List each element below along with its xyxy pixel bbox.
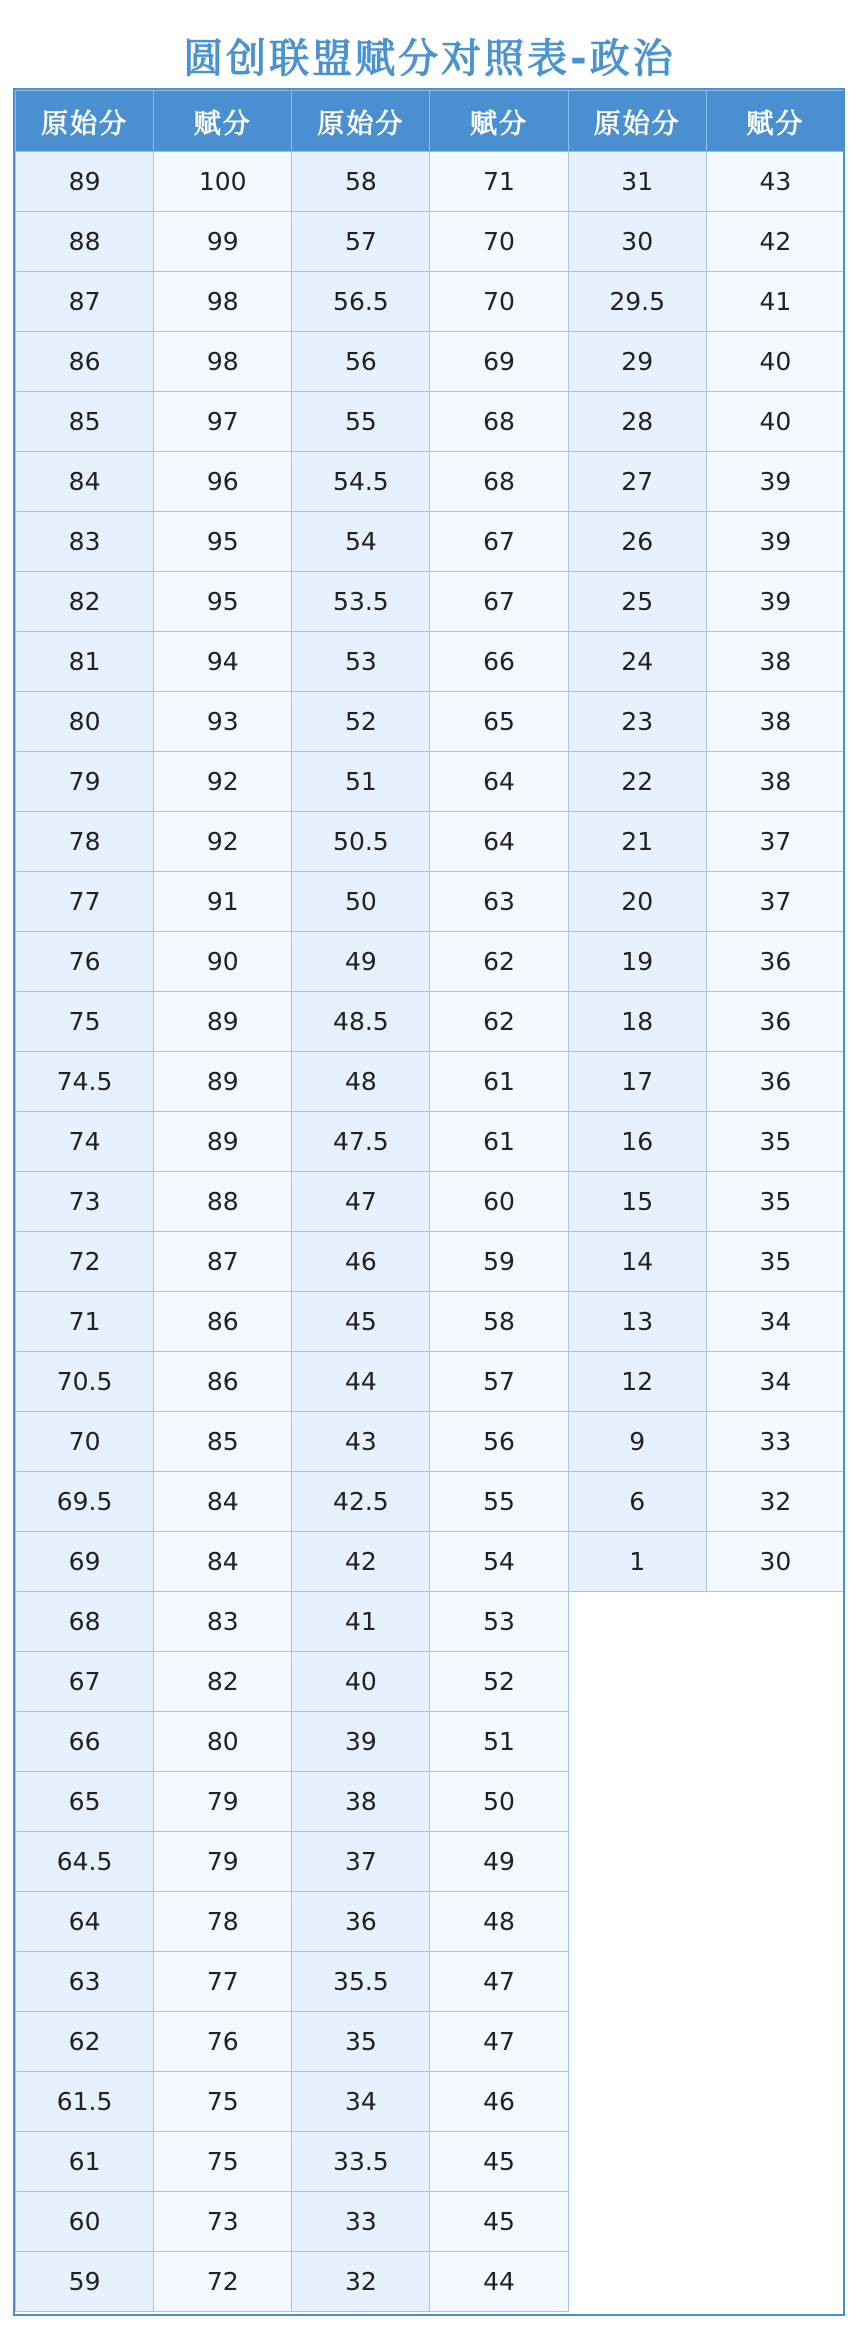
raw-score-cell: 36 bbox=[292, 1892, 430, 1952]
raw-score-cell: 33.5 bbox=[292, 2132, 430, 2192]
header-raw-score: 原始分 bbox=[568, 91, 706, 152]
raw-score-cell: 20 bbox=[568, 872, 706, 932]
raw-score-cell: 63 bbox=[16, 1952, 154, 2012]
assigned-score-cell: 79 bbox=[154, 1772, 292, 1832]
table-body bbox=[16, 152, 845, 2312]
assigned-score-cell: 62 bbox=[430, 992, 568, 1052]
table-row bbox=[16, 152, 845, 212]
raw-score-cell: 72 bbox=[16, 1232, 154, 1292]
assigned-score-cell: 67 bbox=[430, 572, 568, 632]
raw-score-cell: 83 bbox=[16, 512, 154, 572]
raw-score-cell: 51 bbox=[292, 752, 430, 812]
raw-score-cell: 34 bbox=[292, 2072, 430, 2132]
header-assigned-score: 赋分 bbox=[430, 91, 568, 152]
raw-score-cell: 22 bbox=[568, 752, 706, 812]
assigned-score-cell: 30 bbox=[706, 1532, 844, 1592]
table-row bbox=[16, 1832, 845, 1892]
assigned-score-cell: 68 bbox=[430, 452, 568, 512]
raw-score-cell: 47 bbox=[292, 1172, 430, 1232]
assigned-score-cell: 77 bbox=[154, 1952, 292, 2012]
empty-cell bbox=[706, 1832, 844, 1892]
assigned-score-cell: 36 bbox=[706, 992, 844, 1052]
raw-score-cell: 46 bbox=[292, 1232, 430, 1292]
assigned-score-cell: 44 bbox=[430, 2252, 568, 2312]
table-row bbox=[16, 2252, 845, 2312]
raw-score-cell: 54.5 bbox=[292, 452, 430, 512]
table-row bbox=[16, 1292, 845, 1352]
raw-score-cell: 48 bbox=[292, 1052, 430, 1112]
raw-score-cell: 39 bbox=[292, 1712, 430, 1772]
table-row bbox=[16, 1952, 845, 2012]
assigned-score-cell: 49 bbox=[430, 1832, 568, 1892]
assigned-score-cell: 76 bbox=[154, 2012, 292, 2072]
raw-score-cell: 15 bbox=[568, 1172, 706, 1232]
raw-score-cell: 54 bbox=[292, 512, 430, 572]
assigned-score-cell: 78 bbox=[154, 1892, 292, 1952]
raw-score-cell: 27 bbox=[568, 452, 706, 512]
raw-score-cell: 71 bbox=[16, 1292, 154, 1352]
raw-score-cell: 74 bbox=[16, 1112, 154, 1172]
assigned-score-cell: 42 bbox=[706, 212, 844, 272]
raw-score-cell: 41 bbox=[292, 1592, 430, 1652]
raw-score-cell: 82 bbox=[16, 572, 154, 632]
assigned-score-cell: 80 bbox=[154, 1712, 292, 1772]
table-row bbox=[16, 1532, 845, 1592]
table-row bbox=[16, 272, 845, 332]
raw-score-cell: 47.5 bbox=[292, 1112, 430, 1172]
table-row bbox=[16, 2072, 845, 2132]
assigned-score-cell: 32 bbox=[706, 1472, 844, 1532]
raw-score-cell: 14 bbox=[568, 1232, 706, 1292]
assigned-score-cell: 40 bbox=[706, 332, 844, 392]
raw-score-cell: 68 bbox=[16, 1592, 154, 1652]
raw-score-cell: 49 bbox=[292, 932, 430, 992]
assigned-score-cell: 54 bbox=[430, 1532, 568, 1592]
assigned-score-cell: 86 bbox=[154, 1292, 292, 1352]
raw-score-cell: 31 bbox=[568, 152, 706, 212]
empty-cell bbox=[568, 2012, 706, 2072]
table-row bbox=[16, 932, 845, 992]
table-row bbox=[16, 872, 845, 932]
assigned-score-cell: 64 bbox=[430, 752, 568, 812]
raw-score-cell: 88 bbox=[16, 212, 154, 272]
table-row bbox=[16, 1232, 845, 1292]
assigned-score-cell: 35 bbox=[706, 1172, 844, 1232]
raw-score-cell: 84 bbox=[16, 452, 154, 512]
raw-score-cell: 30 bbox=[568, 212, 706, 272]
empty-cell bbox=[568, 1592, 706, 1652]
assigned-score-cell: 84 bbox=[154, 1472, 292, 1532]
table-row bbox=[16, 212, 845, 272]
assigned-score-cell: 45 bbox=[430, 2192, 568, 2252]
empty-cell bbox=[706, 1652, 844, 1712]
assigned-score-cell: 61 bbox=[430, 1052, 568, 1112]
empty-cell bbox=[568, 2252, 706, 2312]
raw-score-cell: 16 bbox=[568, 1112, 706, 1172]
assigned-score-cell: 38 bbox=[706, 632, 844, 692]
empty-cell bbox=[706, 2012, 844, 2072]
raw-score-cell: 6 bbox=[568, 1472, 706, 1532]
assigned-score-cell: 50 bbox=[430, 1772, 568, 1832]
empty-cell bbox=[568, 1832, 706, 1892]
raw-score-cell: 77 bbox=[16, 872, 154, 932]
raw-score-cell: 59 bbox=[16, 2252, 154, 2312]
table-row bbox=[16, 1592, 845, 1652]
header-raw-score: 原始分 bbox=[292, 91, 430, 152]
raw-score-cell: 35.5 bbox=[292, 1952, 430, 2012]
assigned-score-cell: 90 bbox=[154, 932, 292, 992]
assigned-score-cell: 64 bbox=[430, 812, 568, 872]
assigned-score-cell: 59 bbox=[430, 1232, 568, 1292]
assigned-score-cell: 63 bbox=[430, 872, 568, 932]
table-row bbox=[16, 1352, 845, 1412]
empty-cell bbox=[706, 1592, 844, 1652]
assigned-score-cell: 99 bbox=[154, 212, 292, 272]
raw-score-cell: 56.5 bbox=[292, 272, 430, 332]
assigned-score-cell: 70 bbox=[430, 272, 568, 332]
table-row bbox=[16, 1652, 845, 1712]
assigned-score-cell: 69 bbox=[430, 332, 568, 392]
raw-score-cell: 60 bbox=[16, 2192, 154, 2252]
assigned-score-cell: 58 bbox=[430, 1292, 568, 1352]
assigned-score-cell: 94 bbox=[154, 632, 292, 692]
header-assigned-score: 赋分 bbox=[154, 91, 292, 152]
assigned-score-cell: 40 bbox=[706, 392, 844, 452]
raw-score-cell: 81 bbox=[16, 632, 154, 692]
assigned-score-cell: 45 bbox=[430, 2132, 568, 2192]
raw-score-cell: 70 bbox=[16, 1412, 154, 1472]
raw-score-cell: 9 bbox=[568, 1412, 706, 1472]
raw-score-cell: 29 bbox=[568, 332, 706, 392]
empty-cell bbox=[568, 1652, 706, 1712]
empty-cell bbox=[568, 1952, 706, 2012]
assigned-score-cell: 92 bbox=[154, 812, 292, 872]
assigned-score-cell: 52 bbox=[430, 1652, 568, 1712]
assigned-score-cell: 86 bbox=[154, 1352, 292, 1412]
raw-score-cell: 1 bbox=[568, 1532, 706, 1592]
assigned-score-cell: 100 bbox=[154, 152, 292, 212]
empty-cell bbox=[706, 1952, 844, 2012]
table-row bbox=[16, 992, 845, 1052]
raw-score-cell: 28 bbox=[568, 392, 706, 452]
assigned-score-cell: 75 bbox=[154, 2132, 292, 2192]
empty-cell bbox=[568, 1892, 706, 1952]
assigned-score-cell: 71 bbox=[430, 152, 568, 212]
table-row bbox=[16, 1472, 845, 1532]
assigned-score-cell: 97 bbox=[154, 392, 292, 452]
raw-score-cell: 64.5 bbox=[16, 1832, 154, 1892]
table-row bbox=[16, 1772, 845, 1832]
assigned-score-cell: 72 bbox=[154, 2252, 292, 2312]
assigned-score-cell: 37 bbox=[706, 812, 844, 872]
empty-cell bbox=[706, 2132, 844, 2192]
empty-cell bbox=[706, 1772, 844, 1832]
raw-score-cell: 33 bbox=[292, 2192, 430, 2252]
table-row bbox=[16, 1112, 845, 1172]
assigned-score-cell: 89 bbox=[154, 992, 292, 1052]
raw-score-cell: 53.5 bbox=[292, 572, 430, 632]
empty-cell bbox=[568, 1772, 706, 1832]
raw-score-cell: 18 bbox=[568, 992, 706, 1052]
assigned-score-cell: 38 bbox=[706, 692, 844, 752]
header-raw-score: 原始分 bbox=[16, 91, 154, 152]
assigned-score-cell: 84 bbox=[154, 1532, 292, 1592]
assigned-score-cell: 96 bbox=[154, 452, 292, 512]
assigned-score-cell: 95 bbox=[154, 512, 292, 572]
raw-score-cell: 44 bbox=[292, 1352, 430, 1412]
assigned-score-cell: 79 bbox=[154, 1832, 292, 1892]
raw-score-cell: 43 bbox=[292, 1412, 430, 1472]
assigned-score-cell: 83 bbox=[154, 1592, 292, 1652]
assigned-score-cell: 47 bbox=[430, 2012, 568, 2072]
assigned-score-cell: 55 bbox=[430, 1472, 568, 1532]
raw-score-cell: 19 bbox=[568, 932, 706, 992]
raw-score-cell: 50 bbox=[292, 872, 430, 932]
raw-score-cell: 85 bbox=[16, 392, 154, 452]
table-row bbox=[16, 392, 845, 452]
assigned-score-cell: 65 bbox=[430, 692, 568, 752]
assigned-score-cell: 53 bbox=[430, 1592, 568, 1652]
header-assigned-score: 赋分 bbox=[706, 91, 844, 152]
assigned-score-cell: 56 bbox=[430, 1412, 568, 1472]
raw-score-cell: 52 bbox=[292, 692, 430, 752]
raw-score-cell: 24 bbox=[568, 632, 706, 692]
score-conversion-table bbox=[15, 90, 845, 2312]
table-row bbox=[16, 1712, 845, 1772]
raw-score-cell: 58 bbox=[292, 152, 430, 212]
table-row bbox=[16, 2012, 845, 2072]
raw-score-cell: 26 bbox=[568, 512, 706, 572]
table-row bbox=[16, 752, 845, 812]
page-title: 圆创联盟赋分对照表-政治 bbox=[183, 35, 676, 82]
assigned-score-cell: 67 bbox=[430, 512, 568, 572]
raw-score-cell: 17 bbox=[568, 1052, 706, 1112]
assigned-score-cell: 98 bbox=[154, 332, 292, 392]
raw-score-cell: 73 bbox=[16, 1172, 154, 1232]
raw-score-cell: 48.5 bbox=[292, 992, 430, 1052]
assigned-score-cell: 66 bbox=[430, 632, 568, 692]
assigned-score-cell: 39 bbox=[706, 512, 844, 572]
raw-score-cell: 69 bbox=[16, 1532, 154, 1592]
table-row bbox=[16, 1052, 845, 1112]
raw-score-cell: 25 bbox=[568, 572, 706, 632]
empty-cell bbox=[706, 1892, 844, 1952]
raw-score-cell: 40 bbox=[292, 1652, 430, 1712]
assigned-score-cell: 38 bbox=[706, 752, 844, 812]
assigned-score-cell: 35 bbox=[706, 1232, 844, 1292]
assigned-score-cell: 35 bbox=[706, 1112, 844, 1172]
assigned-score-cell: 47 bbox=[430, 1952, 568, 2012]
assigned-score-cell: 93 bbox=[154, 692, 292, 752]
assigned-score-cell: 88 bbox=[154, 1172, 292, 1232]
assigned-score-cell: 36 bbox=[706, 932, 844, 992]
raw-score-cell: 76 bbox=[16, 932, 154, 992]
table-row bbox=[16, 452, 845, 512]
raw-score-cell: 65 bbox=[16, 1772, 154, 1832]
raw-score-cell: 62 bbox=[16, 2012, 154, 2072]
raw-score-cell: 57 bbox=[292, 212, 430, 272]
assigned-score-cell: 61 bbox=[430, 1112, 568, 1172]
assigned-score-cell: 39 bbox=[706, 452, 844, 512]
raw-score-cell: 55 bbox=[292, 392, 430, 452]
empty-cell bbox=[568, 2072, 706, 2132]
assigned-score-cell: 57 bbox=[430, 1352, 568, 1412]
raw-score-cell: 45 bbox=[292, 1292, 430, 1352]
assigned-score-cell: 82 bbox=[154, 1652, 292, 1712]
raw-score-cell: 75 bbox=[16, 992, 154, 1052]
raw-score-cell: 42 bbox=[292, 1532, 430, 1592]
raw-score-cell: 35 bbox=[292, 2012, 430, 2072]
raw-score-cell: 29.5 bbox=[568, 272, 706, 332]
assigned-score-cell: 98 bbox=[154, 272, 292, 332]
raw-score-cell: 56 bbox=[292, 332, 430, 392]
assigned-score-cell: 34 bbox=[706, 1352, 844, 1412]
assigned-score-cell: 91 bbox=[154, 872, 292, 932]
empty-cell bbox=[568, 2192, 706, 2252]
raw-score-cell: 70.5 bbox=[16, 1352, 154, 1412]
raw-score-cell: 79 bbox=[16, 752, 154, 812]
table-row bbox=[16, 332, 845, 392]
empty-cell bbox=[706, 2072, 844, 2132]
assigned-score-cell: 46 bbox=[430, 2072, 568, 2132]
table-row bbox=[16, 632, 845, 692]
assigned-score-cell: 62 bbox=[430, 932, 568, 992]
empty-cell bbox=[568, 2132, 706, 2192]
raw-score-cell: 12 bbox=[568, 1352, 706, 1412]
table-row bbox=[16, 572, 845, 632]
empty-cell bbox=[706, 1712, 844, 1772]
assigned-score-cell: 43 bbox=[706, 152, 844, 212]
table-row bbox=[16, 512, 845, 572]
raw-score-cell: 53 bbox=[292, 632, 430, 692]
table-header-row bbox=[16, 91, 845, 152]
assigned-score-cell: 60 bbox=[430, 1172, 568, 1232]
raw-score-cell: 42.5 bbox=[292, 1472, 430, 1532]
assigned-score-cell: 85 bbox=[154, 1412, 292, 1472]
raw-score-cell: 13 bbox=[568, 1292, 706, 1352]
raw-score-cell: 86 bbox=[16, 332, 154, 392]
raw-score-cell: 37 bbox=[292, 1832, 430, 1892]
raw-score-cell: 78 bbox=[16, 812, 154, 872]
assigned-score-cell: 95 bbox=[154, 572, 292, 632]
raw-score-cell: 32 bbox=[292, 2252, 430, 2312]
raw-score-cell: 74.5 bbox=[16, 1052, 154, 1112]
table-row bbox=[16, 2192, 845, 2252]
assigned-score-cell: 92 bbox=[154, 752, 292, 812]
raw-score-cell: 67 bbox=[16, 1652, 154, 1712]
raw-score-cell: 38 bbox=[292, 1772, 430, 1832]
assigned-score-cell: 41 bbox=[706, 272, 844, 332]
raw-score-cell: 50.5 bbox=[292, 812, 430, 872]
raw-score-cell: 87 bbox=[16, 272, 154, 332]
assigned-score-cell: 34 bbox=[706, 1292, 844, 1352]
raw-score-cell: 61 bbox=[16, 2132, 154, 2192]
assigned-score-cell: 39 bbox=[706, 572, 844, 632]
assigned-score-cell: 48 bbox=[430, 1892, 568, 1952]
table-row bbox=[16, 2132, 845, 2192]
assigned-score-cell: 75 bbox=[154, 2072, 292, 2132]
raw-score-cell: 69.5 bbox=[16, 1472, 154, 1532]
raw-score-cell: 21 bbox=[568, 812, 706, 872]
assigned-score-cell: 51 bbox=[430, 1712, 568, 1772]
empty-cell bbox=[706, 2192, 844, 2252]
table-row bbox=[16, 1412, 845, 1472]
assigned-score-cell: 70 bbox=[430, 212, 568, 272]
raw-score-cell: 61.5 bbox=[16, 2072, 154, 2132]
empty-cell bbox=[568, 1712, 706, 1772]
empty-cell bbox=[706, 2252, 844, 2312]
assigned-score-cell: 73 bbox=[154, 2192, 292, 2252]
table-row bbox=[16, 812, 845, 872]
raw-score-cell: 66 bbox=[16, 1712, 154, 1772]
assigned-score-cell: 87 bbox=[154, 1232, 292, 1292]
assigned-score-cell: 36 bbox=[706, 1052, 844, 1112]
raw-score-cell: 80 bbox=[16, 692, 154, 752]
table-row bbox=[16, 1892, 845, 1952]
table-row bbox=[16, 692, 845, 752]
assigned-score-cell: 89 bbox=[154, 1112, 292, 1172]
raw-score-cell: 23 bbox=[568, 692, 706, 752]
assigned-score-cell: 89 bbox=[154, 1052, 292, 1112]
raw-score-cell: 89 bbox=[16, 152, 154, 212]
table-row bbox=[16, 1172, 845, 1232]
assigned-score-cell: 37 bbox=[706, 872, 844, 932]
raw-score-cell: 64 bbox=[16, 1892, 154, 1952]
assigned-score-cell: 68 bbox=[430, 392, 568, 452]
assigned-score-cell: 33 bbox=[706, 1412, 844, 1472]
